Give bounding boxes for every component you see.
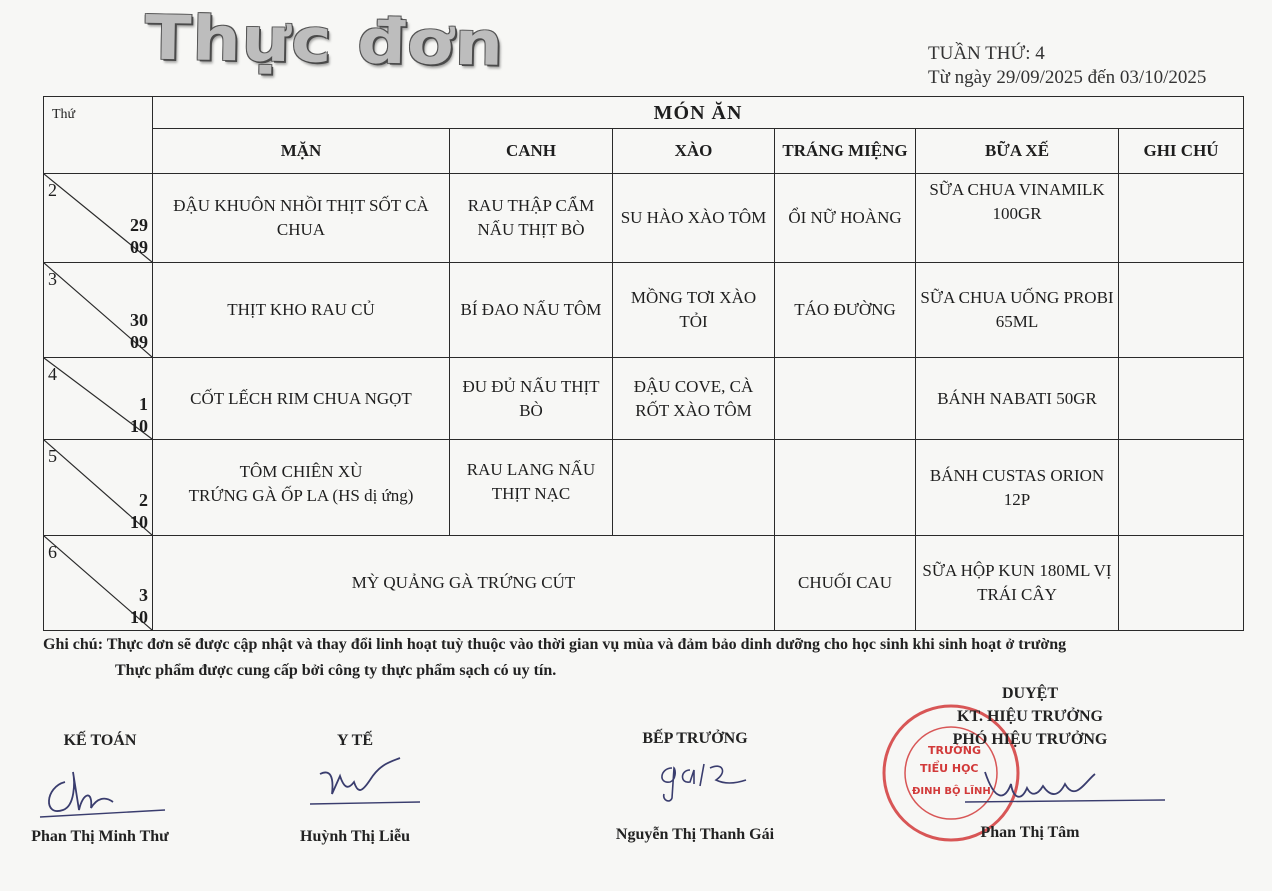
trang-mieng-cell: ỔI NỮ HOÀNG (775, 174, 916, 263)
day-cell (44, 440, 153, 536)
signature-role: KẾ TOÁN (63, 732, 137, 749)
day-cell (44, 174, 153, 263)
signature-block-bep-truong (600, 730, 790, 850)
col-header-bua-xe: BỮA XẾ (916, 129, 1119, 174)
col-header-man: MẶN (153, 129, 450, 174)
bua-xe-cell: SỮA CHUA UỐNG PROBI 65ML (916, 263, 1119, 358)
signature-ke-toan (35, 762, 175, 822)
week-date-range: Từ ngày 29/09/2025 đến 03/10/2025 (928, 67, 1207, 88)
canh-cell: BÍ ĐAO NẤU TÔM (450, 263, 613, 358)
menu-table (43, 96, 1244, 631)
man-cell: THỊT KHO RAU CỦ (153, 263, 450, 358)
bua-xe-cell: BÁNH NABATI 50GR (916, 358, 1119, 440)
signature-role: Y TẾ (336, 732, 373, 749)
day-date: 2 10 (130, 490, 148, 532)
footnote-line: Ghi chú: Thực đơn sẽ được cập nhật và thay đổi linh hoạt tuỳ thuộc vào thời gian vụ mùa và đảm bảo dinh dưỡng cho học sinh khi sinh hoạt ở trường (43, 636, 1067, 653)
thu-header: Thứ (44, 97, 153, 174)
stamp-line: TIỂU HỌC (920, 762, 979, 775)
signature-role: PHÓ HIỆU TRƯỞNG (952, 731, 1108, 748)
day-cell (44, 358, 153, 440)
col-header-trang-mieng: TRÁNG MIỆNG (775, 129, 916, 174)
day-cell (44, 263, 153, 358)
signature-block-y-te (270, 732, 440, 852)
ghi-chu-cell (1119, 536, 1244, 631)
table-row (44, 440, 1244, 536)
day-date: 29 09 (130, 215, 148, 257)
man-merged-cell: MỲ QUẢNG GÀ TRỨNG CÚT (153, 536, 775, 631)
trang-mieng-cell (775, 440, 916, 536)
stamp-line: TRƯỜNG (928, 744, 982, 757)
xao-cell: ĐẬU COVE, CÀ RỐT XÀO TÔM (613, 358, 775, 440)
xao-cell: SU HÀO XÀO TÔM (613, 174, 775, 263)
trang-mieng-cell: TÁO ĐƯỜNG (775, 263, 916, 358)
ghi-chu-cell (1119, 263, 1244, 358)
man-cell: CỐT LẾCH RIM CHUA NGỌT (153, 358, 450, 440)
signature-role: DUYỆT (1001, 685, 1058, 702)
col-header-ghi-chu: GHI CHÚ (1119, 129, 1244, 174)
signature-name: Phan Thị Tâm (980, 824, 1080, 841)
man-line: TRỨNG GÀ ỐP LA (HS dị ứng) (188, 486, 414, 505)
ghi-chu-cell (1119, 358, 1244, 440)
signature-name: Huỳnh Thị Liễu (300, 828, 410, 845)
stamp-line: ĐINH BỘ LĨNH (912, 786, 991, 797)
footnote (43, 632, 1258, 684)
table-row (44, 536, 1244, 631)
signature-y-te (300, 754, 430, 814)
col-header-xao: XÀO (613, 129, 775, 174)
man-line: TÔM CHIÊN XÙ (239, 462, 363, 481)
table-row (44, 263, 1244, 358)
table-row (44, 174, 1244, 263)
canh-cell: RAU THẬP CẨM NẤU THỊT BÒ (450, 174, 613, 263)
page-title: Thực đơn (144, 2, 505, 81)
signature-role: BẾP TRƯỞNG (642, 730, 748, 747)
day-number: 3 (48, 269, 57, 289)
man-cell: ĐẬU KHUÔN NHỒI THỊT SỐT CÀ CHUA (153, 174, 450, 263)
bua-xe-cell: SỮA HỘP KUN 180ML VỊ TRÁI CÂY (916, 536, 1119, 631)
ghi-chu-cell (1119, 174, 1244, 263)
day-date: 1 10 (130, 394, 148, 436)
mon-an-header: MÓN ĂN (153, 97, 1244, 129)
canh-cell: RAU LANG NẤU THỊT NẠC (450, 440, 613, 536)
footnote-line: Thực phẩm được cung cấp bởi công ty thực phẩm sạch có uy tín. (115, 662, 557, 679)
xao-cell: MỒNG TƠI XÀO TỎI (613, 263, 775, 358)
trang-mieng-cell: CHUỐI CAU (775, 536, 916, 631)
day-cell (44, 536, 153, 631)
signature-bep-truong (650, 754, 760, 804)
trang-mieng-cell (775, 358, 916, 440)
signature-name: Nguyễn Thị Thanh Gái (615, 826, 775, 843)
week-number: TUẦN THỨ: 4 (928, 43, 1045, 64)
signature-block-duyet (905, 682, 1155, 852)
col-header-canh: CANH (450, 129, 613, 174)
day-number: 2 (48, 180, 57, 200)
day-date: 3 10 (130, 585, 148, 627)
bua-xe-cell: BÁNH CUSTAS ORION 12P (916, 440, 1119, 536)
table-row (44, 358, 1244, 440)
man-cell (153, 440, 450, 536)
canh-cell: ĐU ĐỦ NẤU THỊT BÒ (450, 358, 613, 440)
signature-block-ke-toan (10, 732, 190, 852)
signature-duyet (965, 762, 1165, 822)
ghi-chu-cell (1119, 440, 1244, 536)
signature-role: KT. HIỆU TRƯỞNG (957, 708, 1103, 725)
bua-xe-cell: SỮA CHUA VINAMILK 100GR (916, 174, 1119, 263)
day-date: 30 09 (130, 310, 148, 352)
xao-cell (613, 440, 775, 536)
signature-name: Phan Thị Minh Thư (31, 828, 169, 845)
day-number: 6 (48, 542, 57, 562)
week-info (928, 42, 1206, 90)
day-number: 4 (48, 364, 57, 384)
day-number: 5 (48, 446, 57, 466)
